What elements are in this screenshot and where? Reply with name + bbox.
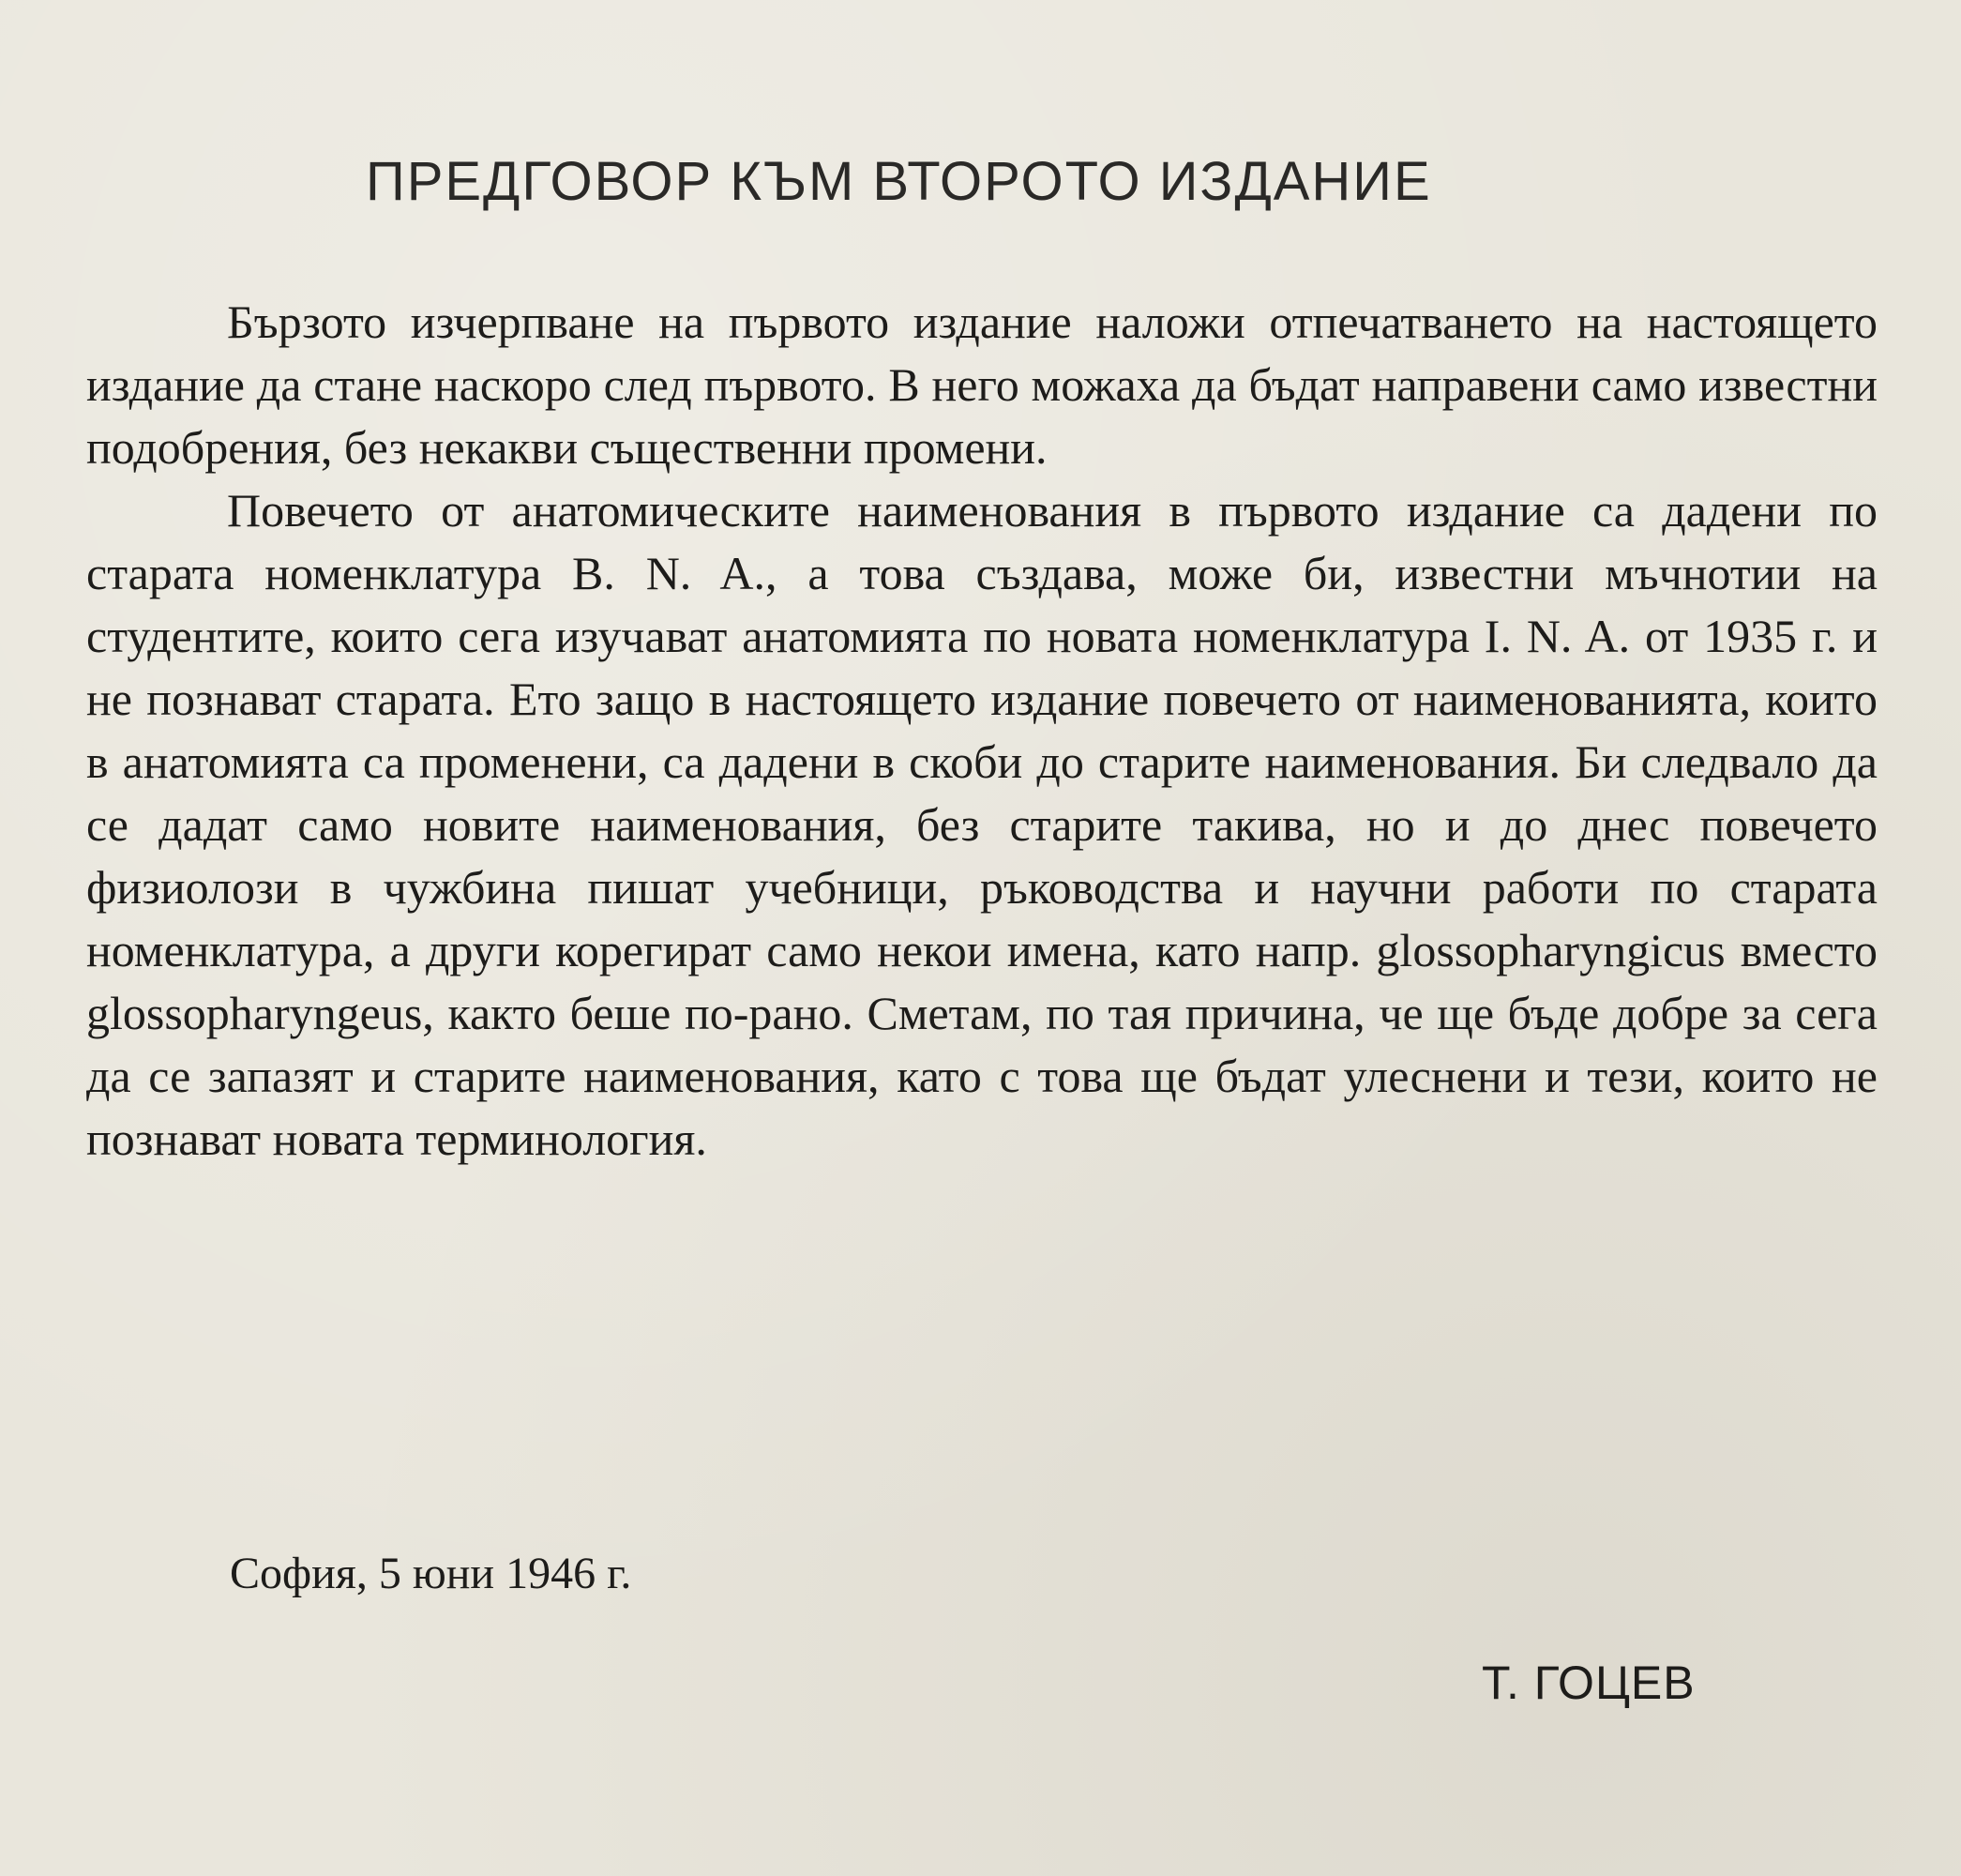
page-title: ПРЕДГОВОР КЪМ ВТОРОТО ИЗДАНИЕ bbox=[366, 151, 1432, 212]
preface-body bbox=[86, 291, 1878, 1171]
author-signature: Т. ГОЦЕВ bbox=[1482, 1657, 1696, 1709]
place-date: София, 5 юни 1946 г. bbox=[230, 1549, 632, 1598]
paragraph-2: Повечето от анатомическите наименования в първото издание са дадени по старата номенклатура B. N. A., а това създава, може би, известни мъчнотии на студентите, които сега изучават анатомията по новата номенклатура I. N. A. от 1935 г. и не познават старата. Ето защо в настоящето издание повечето от наименованията, които в анатомията са променени, са дадени в скоби до старите наименования. Би следвало да се дадат само новите наименования, без старите такива, но и до днес повечето физиолози в чужбина пишат учебници, ръководства и научни работи по старата номенклатура, а други корегират само некои имена, като напр. glossopharyngicus вместо glossopharyngeus, както беше по-рано. Сметам, по тая причина, че ще бъде добре за сега да се запазят и старите наименования, като с това ще бъдат улеснени и тези, които не познават новата терминология. bbox=[86, 484, 1878, 1165]
paragraph-1: Бързото изчерпване на първото издание наложи отпечатването на настоящето издание да стане наскоро след първото. В него можаха да бъдат направени само известни подобрения, без некакви същественни промени. bbox=[86, 295, 1878, 474]
